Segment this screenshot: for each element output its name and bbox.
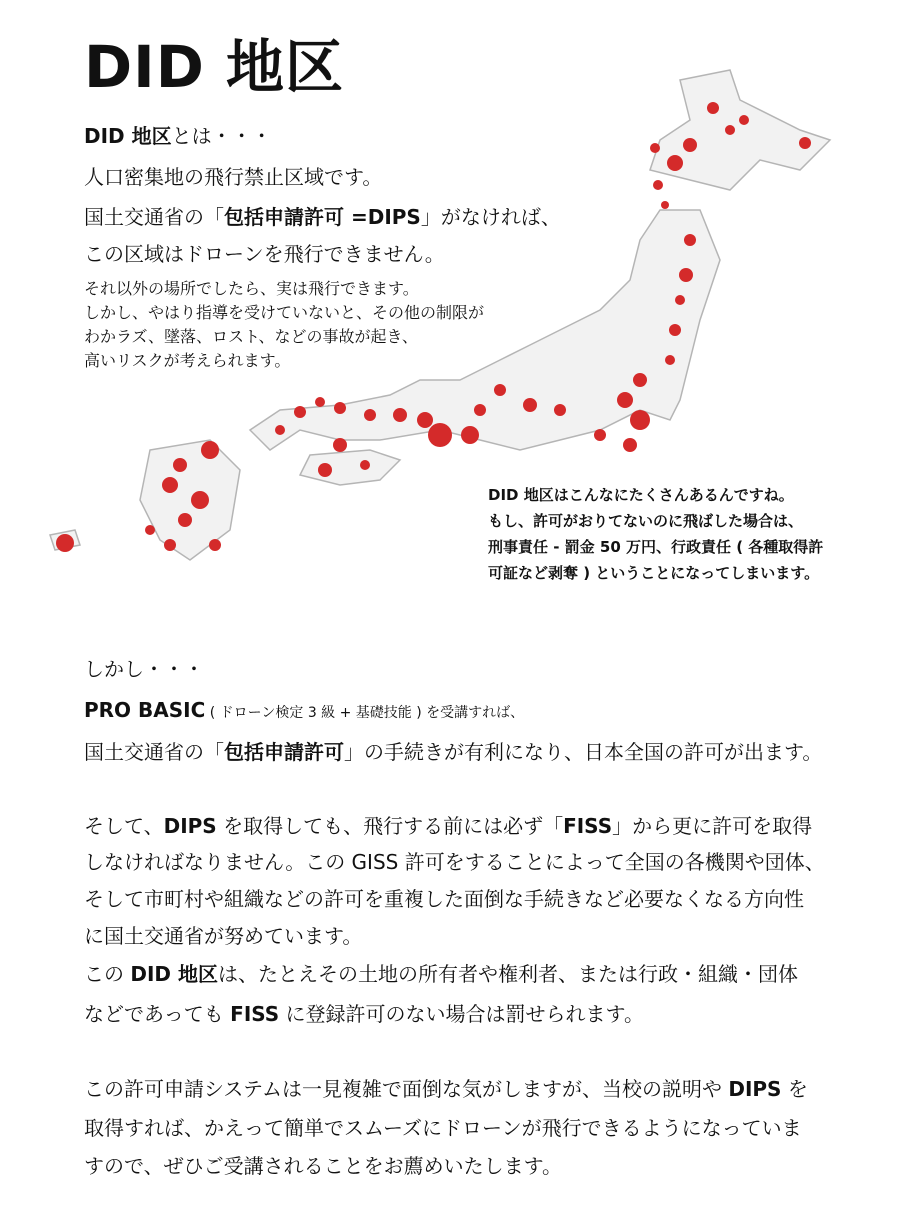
did-marker: [630, 410, 650, 430]
did-marker: [428, 423, 452, 447]
did-marker: [364, 409, 376, 421]
did-marker: [162, 477, 178, 493]
permit-pre: 国土交通省の「: [84, 740, 224, 764]
para3-line-1: [84, 1075, 808, 1103]
note-line: わかラズ、墜落、ロスト、などの事故が起き、: [84, 327, 418, 346]
did-marker: [799, 137, 811, 149]
did-marker: [417, 412, 433, 428]
did-marker: [191, 491, 209, 509]
note-line: しかし、やはり指導を受けていないと、その他の制限が: [84, 303, 485, 322]
map-caption-line: DID 地区はこんなにたくさんあるんですね。: [488, 486, 794, 504]
para2-l1-mid: を取得しても、飛行する前には必ず「: [216, 814, 564, 838]
did-marker: [669, 324, 681, 336]
section-pro-basic: [84, 696, 524, 727]
did-marker: [523, 398, 537, 412]
para3-dips: DIPS: [728, 1077, 782, 1101]
para3-line-3: すので、ぜひご受講されることをお薦めいたします。: [84, 1154, 562, 1178]
pro-basic-desc: ( ドローン検定 3 級 + 基礎技能 ) を受講すれば、: [205, 705, 525, 721]
permit-bold: 包括申請許可: [224, 740, 344, 764]
did-marker: [173, 458, 187, 472]
para2-dips: DIPS: [163, 814, 217, 838]
did-marker: [665, 355, 675, 365]
did-marker: [164, 539, 176, 551]
map-caption-line: 可証など剥奪 ) ということになってしまいます。: [488, 564, 820, 582]
map-kyushu: [140, 440, 240, 560]
did-marker: [461, 426, 479, 444]
para2-line-3: そして市町村や組織などの許可を重複した面倒な手続きなど必要なくなる方向性: [84, 887, 804, 911]
para2-l1-post: 」から更に許可を取得: [612, 814, 813, 838]
intro-line-1-rest: とは・・・: [171, 124, 272, 148]
intro-did-term: DID 地区: [84, 124, 172, 148]
note-line: 高いリスクが考えられます。: [84, 351, 291, 370]
para2-line-4: に国土交通省が努めています。: [84, 924, 363, 948]
note-block: [84, 277, 484, 373]
intro-line-3-bold: 包括申請許可 =DIPS: [224, 205, 421, 229]
did-marker: [679, 268, 693, 282]
did-marker: [623, 438, 637, 452]
intro-line-4: この区域はドローンを飛行できません。: [84, 242, 445, 266]
note-line: それ以外の場所でしたら、実は飛行できます。: [84, 279, 419, 298]
pro-basic-term: PRO BASIC: [84, 698, 206, 722]
did-marker: [145, 525, 155, 535]
did-marker: [667, 155, 683, 171]
did-marker: [360, 460, 370, 470]
did-marker: [633, 373, 647, 387]
did-marker: [294, 406, 306, 418]
did-marker: [650, 143, 660, 153]
did-marker: [661, 201, 669, 209]
para2-l1-pre: そして、: [84, 814, 164, 838]
para3-l1-pre: この許可申請システムは一見複雑で面倒な気がしますが、当校の説明や: [84, 1077, 729, 1101]
para2-l6-pre: などであっても: [84, 1002, 231, 1026]
intro-line-1: [84, 122, 272, 150]
para2-line-5: [84, 960, 798, 988]
para2-fiss: FISS: [563, 814, 613, 838]
did-marker: [675, 295, 685, 305]
para2-line-1: [84, 812, 812, 840]
para2-l5-pre: この: [84, 962, 131, 986]
intro-line-2: 人口密集地の飛行禁止区域です。: [84, 165, 383, 189]
para2-line-6: [84, 1000, 644, 1028]
did-marker: [653, 180, 663, 190]
did-marker: [707, 102, 719, 114]
did-marker: [617, 392, 633, 408]
did-marker: [334, 402, 346, 414]
did-marker: [209, 539, 221, 551]
did-marker: [683, 138, 697, 152]
did-marker: [725, 125, 735, 135]
para2-l6-post: に登録許可のない場合は罰せられます。: [279, 1002, 644, 1026]
para3-line-2: 取得すれば、かえって簡単でスムーズにドローンが飛行できるようになっていま: [84, 1116, 802, 1140]
map-caption-line: 刑事責任 - 罰金 50 万円、行政責任 ( 各種取得許: [488, 538, 824, 556]
map-caption-line: もし、許可がおりてないのに飛ばした場合は、: [488, 512, 804, 530]
did-marker: [56, 534, 74, 552]
did-marker: [474, 404, 486, 416]
did-marker: [315, 397, 325, 407]
permit-post: 」の手続きが有利になり、日本全国の許可が出ます。: [344, 740, 823, 764]
para2-l5-bold: DID 地区: [130, 962, 218, 986]
para2-l6-bold: FISS: [230, 1002, 280, 1026]
did-marker: [275, 425, 285, 435]
para2-line-2: しなければなりません。この GISS 許可をすることによって全国の各機関や団体、: [84, 850, 825, 874]
did-marker: [318, 463, 332, 477]
intro-line-3: [84, 203, 561, 231]
para3-l1-post: を: [781, 1077, 808, 1101]
did-marker: [684, 234, 696, 246]
para2-l5-post: は、たとえその土地の所有者や権利者、または行政・組織・団体: [217, 962, 798, 986]
section-permit: [84, 738, 822, 766]
did-marker: [178, 513, 192, 527]
did-marker: [201, 441, 219, 459]
page-title: DID 地区: [84, 33, 345, 101]
intro-line-3-post: 」がなければ、: [420, 205, 561, 229]
did-marker: [554, 404, 566, 416]
map-caption: [488, 482, 823, 586]
did-marker: [333, 438, 347, 452]
did-marker: [494, 384, 506, 396]
did-marker: [594, 429, 606, 441]
did-marker: [739, 115, 749, 125]
did-marker: [393, 408, 407, 422]
map-shikoku: [300, 450, 400, 485]
section-but: しかし・・・: [84, 657, 204, 681]
map-hokkaido: [650, 70, 830, 190]
intro-line-3-pre: 国土交通省の「: [84, 205, 224, 229]
